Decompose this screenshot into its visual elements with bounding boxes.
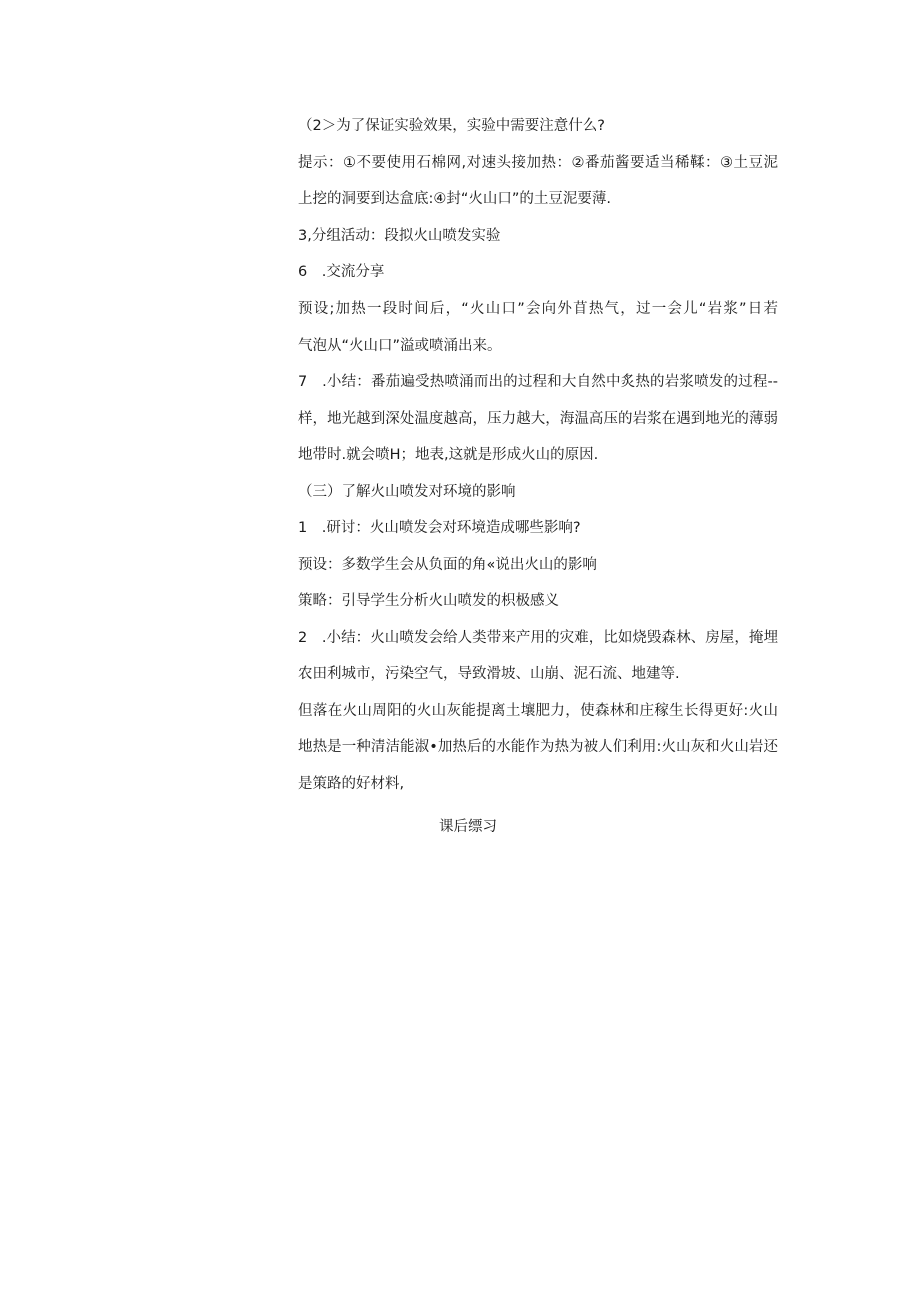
summary-line-3: 地带时.就会喷H；地表,这就是形成火山的原因. <box>298 447 599 463</box>
summary-2-line-1: 2 .小结：火山喷发会给人类带来产用的灾难，比如烧毁森林、房屋，掩埋 <box>298 630 778 646</box>
after-class-title: 课后缥习 <box>439 819 497 835</box>
summary-2-line-2: 农田利城市，污染空气，导致滑坡、山崩、泥石流、地建等. <box>298 666 680 682</box>
summary-line-1: 7 .小结：番茄遍受热喷涌而出的过程和大自然中炙热的岩浆喷发的过程-- <box>298 374 778 390</box>
benefit-line-3: 是策路的好材料, <box>298 776 405 792</box>
preset-line-2: 气泡从“火山口”溢或喷涌出来。 <box>298 338 502 354</box>
section-3-heading: （三）了解火山喷发对环境的影响 <box>298 484 516 500</box>
share-line: 6 .交流分享 <box>298 264 385 280</box>
strategy-line: 策略：引导学生分析火山喷发的枳极感义 <box>298 593 559 609</box>
benefit-line-1: 但落在火山周阳的火山灰能提离土壤肥力，使森林和庄稼生长得更好:火山 <box>298 703 778 719</box>
summary-line-2: 样，地光越到深处温度越高，压力越大，海温高压的岩浆在遇到地光的薄弱 <box>298 411 778 427</box>
hint-line-2: 上挖的洞要到达盒底:④封“火山口”的土豆泥要薄. <box>298 191 612 207</box>
preset-line-1: 预设;加热一段时间后，“火山口”会向外苜热气，过一会儿“岩浆”日若 <box>298 301 778 317</box>
benefit-line-2: 地热是一种清洁能淑•加热后的水能作为热为被人们利用:火山灰和火山岩还 <box>298 739 778 755</box>
discussion-line: 1 .研讨：火山喷发会对环境造成哪些影响? <box>298 520 581 536</box>
question-2-line: （2＞为了保证实验效果，实验中需要注意什么? <box>298 118 605 134</box>
group-activity-line: 3,分组活动：段拟火山喷发实验 <box>298 228 501 244</box>
hint-line-1: 提示：①不要使用石棉网,对速头接加热：②番茄酱要适当稀鞣：③土豆泥 <box>298 155 778 171</box>
preset-3-line: 预设：多数学生会从负面的角«说出火山的影响 <box>298 557 597 573</box>
